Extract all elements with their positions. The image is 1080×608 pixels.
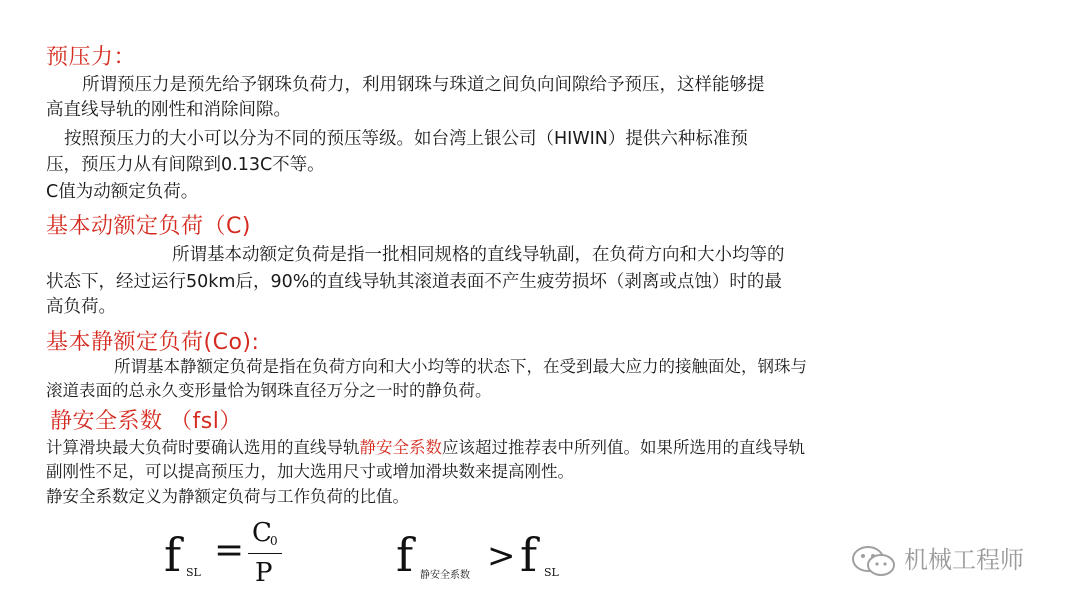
formula2-f-subscript: 静安全系数 xyxy=(420,570,470,581)
static-load-line1: 所谓基本静额定负荷是指在负荷方向和大小均等的状态下，在受到最大应力的接触面处，钢珠与 xyxy=(114,357,807,376)
preload-p1-line1: 所谓预压力是预先给予钢珠负荷力，利用钢珠与珠道之间负向间隙给予预压，这样能够提 xyxy=(82,75,765,95)
formula2-f: f xyxy=(396,528,414,582)
safety-factor-line1-pre: 计算滑块最大负荷时要确认选用的直线导轨 xyxy=(46,438,360,457)
safety-factor-line1 xyxy=(46,436,805,460)
preload-p3: C值为动额定负荷。 xyxy=(46,182,199,202)
watermark xyxy=(850,540,1024,578)
formula1-numerator: C xyxy=(252,518,272,548)
formula2-greater-than: > xyxy=(487,536,516,576)
formula1-f: f xyxy=(164,528,182,582)
preload-p2-line1: 按照预压力的大小可以分为不同的预压等级。如台湾上银公司（HIWIN）提供六种标准预 xyxy=(64,129,748,149)
dynamic-load-line3: 高负荷。 xyxy=(46,297,116,317)
preload-p2-line2: 压，预压力从有间隙到0.13C不等。 xyxy=(46,155,325,175)
wechat-icon xyxy=(850,544,898,578)
safety-factor-highlight: 静安全系数 xyxy=(359,438,442,457)
formula1-fraction-bar xyxy=(248,553,282,554)
formula2-rhs-subscript: SL xyxy=(544,566,559,579)
safety-factor-line3: 静安全系数定义为静额定负荷与工作负荷的比值。 xyxy=(46,487,409,506)
dynamic-load-line1: 所谓基本动额定负荷是指一批相同规格的直线导轨副，在负荷方向和大小均等的 xyxy=(172,245,785,265)
heading-safety-factor: 静安全系数 （fsl） xyxy=(50,409,242,434)
formula1-equals: = xyxy=(214,530,245,571)
watermark-text: 机械工程师 xyxy=(904,546,1024,574)
formula1-denominator: P xyxy=(255,558,273,588)
preload-p1-line2: 高直线导轨的刚性和消除间隙。 xyxy=(46,100,291,120)
safety-factor-line1-post: 应该超过推荐表中所列值。如果所选用的直线导轨 xyxy=(442,438,805,457)
formula1-numerator-subscript: 0 xyxy=(270,534,278,548)
formula1-f-subscript: SL xyxy=(186,566,201,579)
dynamic-load-line2: 状态下，经过运行50km后，90%的直线导轨其滚道表面不产生疲劳损坏（剥离或点蚀）时的最 xyxy=(46,272,782,292)
heading-dynamic-load: 基本动额定负荷（C) xyxy=(46,214,251,239)
safety-factor-line2: 副刚性不足，可以提高预压力，加大选用尺寸或增加滑块数来提高刚性。 xyxy=(46,462,574,481)
static-load-line2: 滚道表面的总永久变形量恰为钢珠直径万分之一时的静负荷。 xyxy=(46,381,492,400)
formula2-rhs-f: f xyxy=(520,528,538,582)
heading-static-load: 基本静额定负荷(Co): xyxy=(46,330,260,355)
heading-preload: 预压力： xyxy=(46,45,137,70)
